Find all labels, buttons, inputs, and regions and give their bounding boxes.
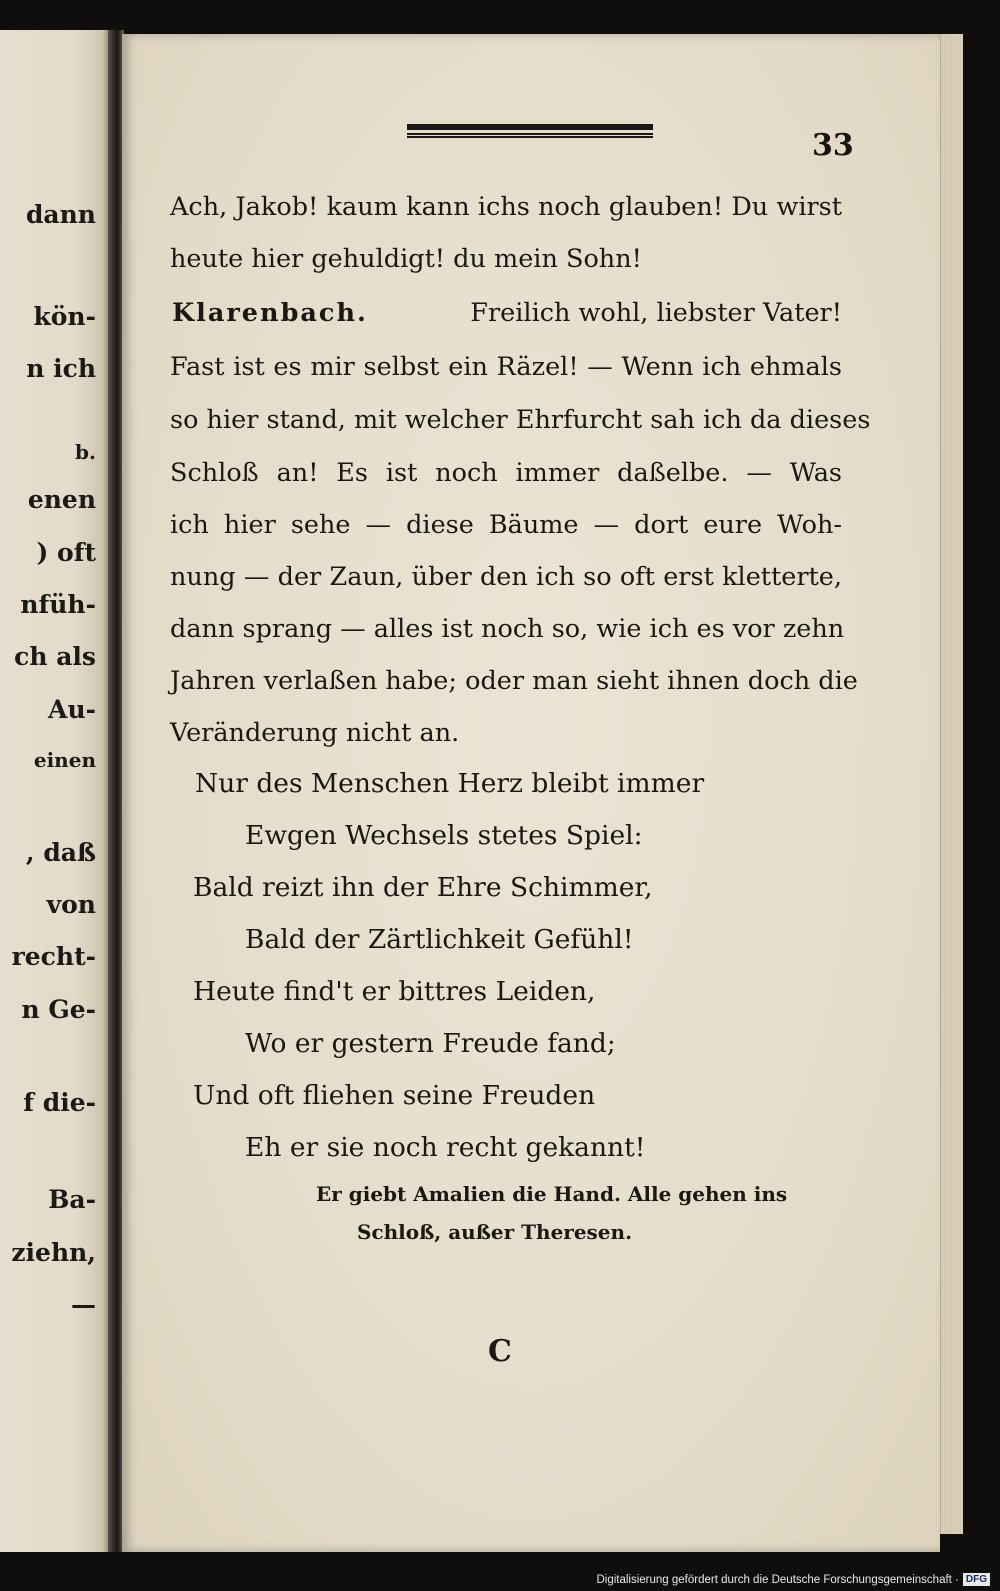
header-rule bbox=[407, 124, 653, 138]
left-fragment: ziehn, bbox=[11, 1238, 96, 1267]
prose-line: ich hier sehe — diese Bäume — dort eure Woh- bbox=[170, 510, 842, 540]
left-fragment: dann bbox=[25, 200, 96, 229]
left-fragment: — bbox=[71, 1290, 96, 1319]
left-fragment: , daß bbox=[25, 838, 96, 867]
verse-line: Bald reizt ihn der Ehre Schimmer, bbox=[193, 872, 653, 903]
left-fragment: n Ge- bbox=[21, 995, 96, 1024]
speaker-line bbox=[172, 298, 842, 328]
left-fragment: f die- bbox=[23, 1088, 96, 1117]
footer-text: Digitalisierung gefördert durch die Deutsche Forschungsgemeinschaft · bbox=[596, 1573, 959, 1586]
prose-line: Veränderung nicht an. bbox=[170, 718, 460, 748]
dfg-logo-icon: DFG bbox=[963, 1573, 990, 1586]
page-number: 33 bbox=[812, 128, 854, 163]
verse-line: Bald der Zärtlichkeit Gefühl! bbox=[245, 924, 634, 955]
speaker-speech: Freilich wohl, liebster Vater! bbox=[470, 298, 842, 328]
prose-line: nung — der Zaun, über den ich so oft erst kletterte, bbox=[170, 562, 842, 592]
verse-line: Und oft fliehen seine Freuden bbox=[193, 1080, 596, 1111]
prose-line: Fast ist es mir selbst ein Räzel! — Wenn ich ehmals bbox=[170, 352, 842, 382]
left-fragment: b. bbox=[75, 440, 96, 464]
footer-credit bbox=[596, 1573, 990, 1586]
left-fragment: einen bbox=[33, 748, 96, 772]
speaker-name: Klarenbach. bbox=[172, 298, 368, 328]
left-fragment: ) oft bbox=[36, 538, 96, 567]
left-fragment: n ich bbox=[26, 354, 96, 383]
left-fragment: kön- bbox=[33, 302, 96, 331]
verse-line: Heute find't er bittres Leiden, bbox=[193, 976, 596, 1007]
prose-line: dann sprang — alles ist noch so, wie ich es vor zehn bbox=[170, 614, 845, 644]
prose-line: Schloß an! Es ist noch immer daßelbe. — Was bbox=[170, 458, 842, 488]
stage-direction: Er giebt Amalien die Hand. Alle gehen ins bbox=[316, 1182, 788, 1206]
left-fragment: von bbox=[46, 890, 96, 919]
left-fragment: ch als bbox=[14, 642, 96, 671]
page-edges bbox=[940, 34, 963, 1534]
left-fragment: Ba- bbox=[48, 1185, 96, 1214]
prose-line: Jahren verlaßen habe; oder man sieht ihnen doch die bbox=[170, 666, 858, 696]
signature-mark: C bbox=[488, 1334, 512, 1369]
verse-line: Eh er sie noch recht gekannt! bbox=[245, 1132, 646, 1163]
prose-line: Ach, Jakob! kaum kann ichs noch glauben! Du wirst bbox=[170, 192, 842, 222]
verse-line: Ewgen Wechsels stetes Spiel: bbox=[245, 820, 643, 851]
left-fragment: Au- bbox=[48, 695, 96, 724]
left-fragment: recht- bbox=[11, 942, 96, 971]
left-fragment: nfüh- bbox=[20, 590, 96, 619]
verse-line: Wo er gestern Freude fand; bbox=[245, 1028, 616, 1059]
left-fragment: enen bbox=[27, 485, 96, 514]
verse-line: Nur des Menschen Herz bleibt immer bbox=[195, 768, 705, 799]
prose-line: so hier stand, mit welcher Ehrfurcht sah ich da dieses bbox=[170, 405, 871, 435]
stage-direction: Schloß, außer Theresen. bbox=[357, 1220, 633, 1244]
prose-line: heute hier gehuldigt! du mein Sohn! bbox=[170, 244, 642, 274]
left-page-edge bbox=[0, 30, 108, 1552]
